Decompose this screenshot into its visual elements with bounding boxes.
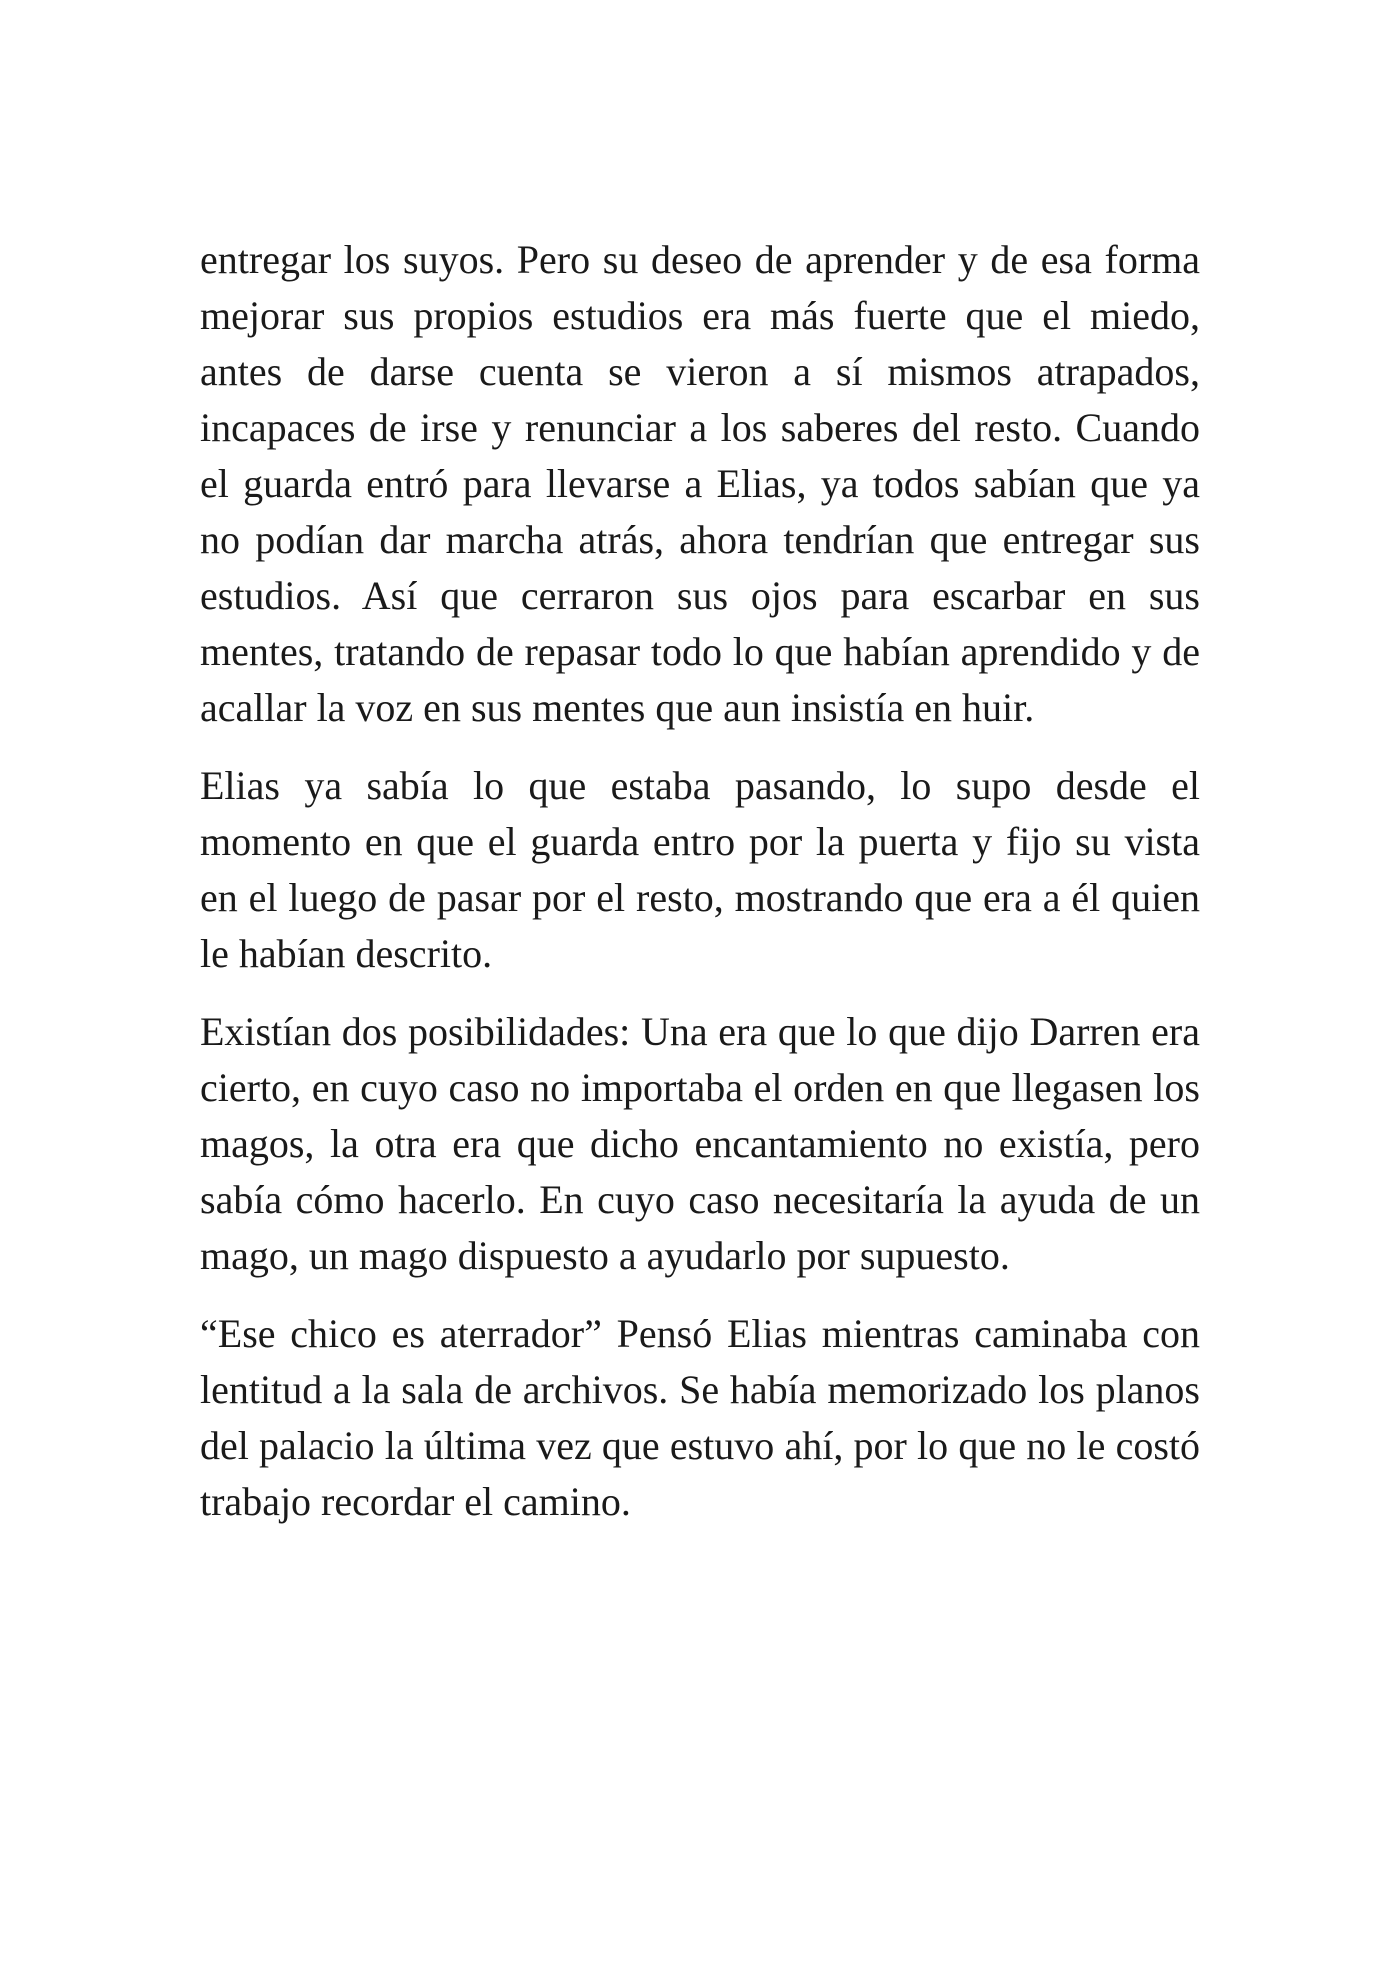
paragraph-2: Elias ya sabía lo que estaba pasando, lo supo desde el momento en que el guarda entro por la puerta y fijo su vista en el luego de pasar por el resto, mostrando que era a él quien le habían descrito. xyxy=(200,763,1200,976)
body-text xyxy=(200,232,1200,1552)
paragraph-1: entregar los suyos. Pero su deseo de aprender y de esa forma mejorar sus propios estudios era más fuerte que el miedo, antes de darse cuenta se vieron a sí mismos atrapados, incapaces de irse y renunciar a los saberes del resto. Cuando el guarda entró para llevarse a Elias, ya todos sabían que ya no podían dar marcha atrás, ahora tendrían que entregar sus estudios. Así que cerraron sus ojos para escarbar en sus mentes, tratando de repasar todo lo que habían aprendido y de acallar la voz en sus mentes que aun insistía en huir. xyxy=(200,237,1200,730)
paragraph-3: Existían dos posibilidades: Una era que lo que dijo Darren era cierto, en cuyo caso no importaba el orden en que llegasen los magos, la otra era que dicho encantamiento no existía, pero sabía cómo hacerlo. En cuyo caso necesitaría la ayuda de un mago, un mago dispuesto a ayudarlo por supuesto. xyxy=(200,1009,1200,1278)
paragraph-4: “Ese chico es aterrador” Pensó Elias mientras caminaba con lentitud a la sala de archivos. Se había memorizado los planos del palacio la última vez que estuvo ahí, por lo que no le costó trabajo recordar el camino. xyxy=(200,1311,1200,1524)
